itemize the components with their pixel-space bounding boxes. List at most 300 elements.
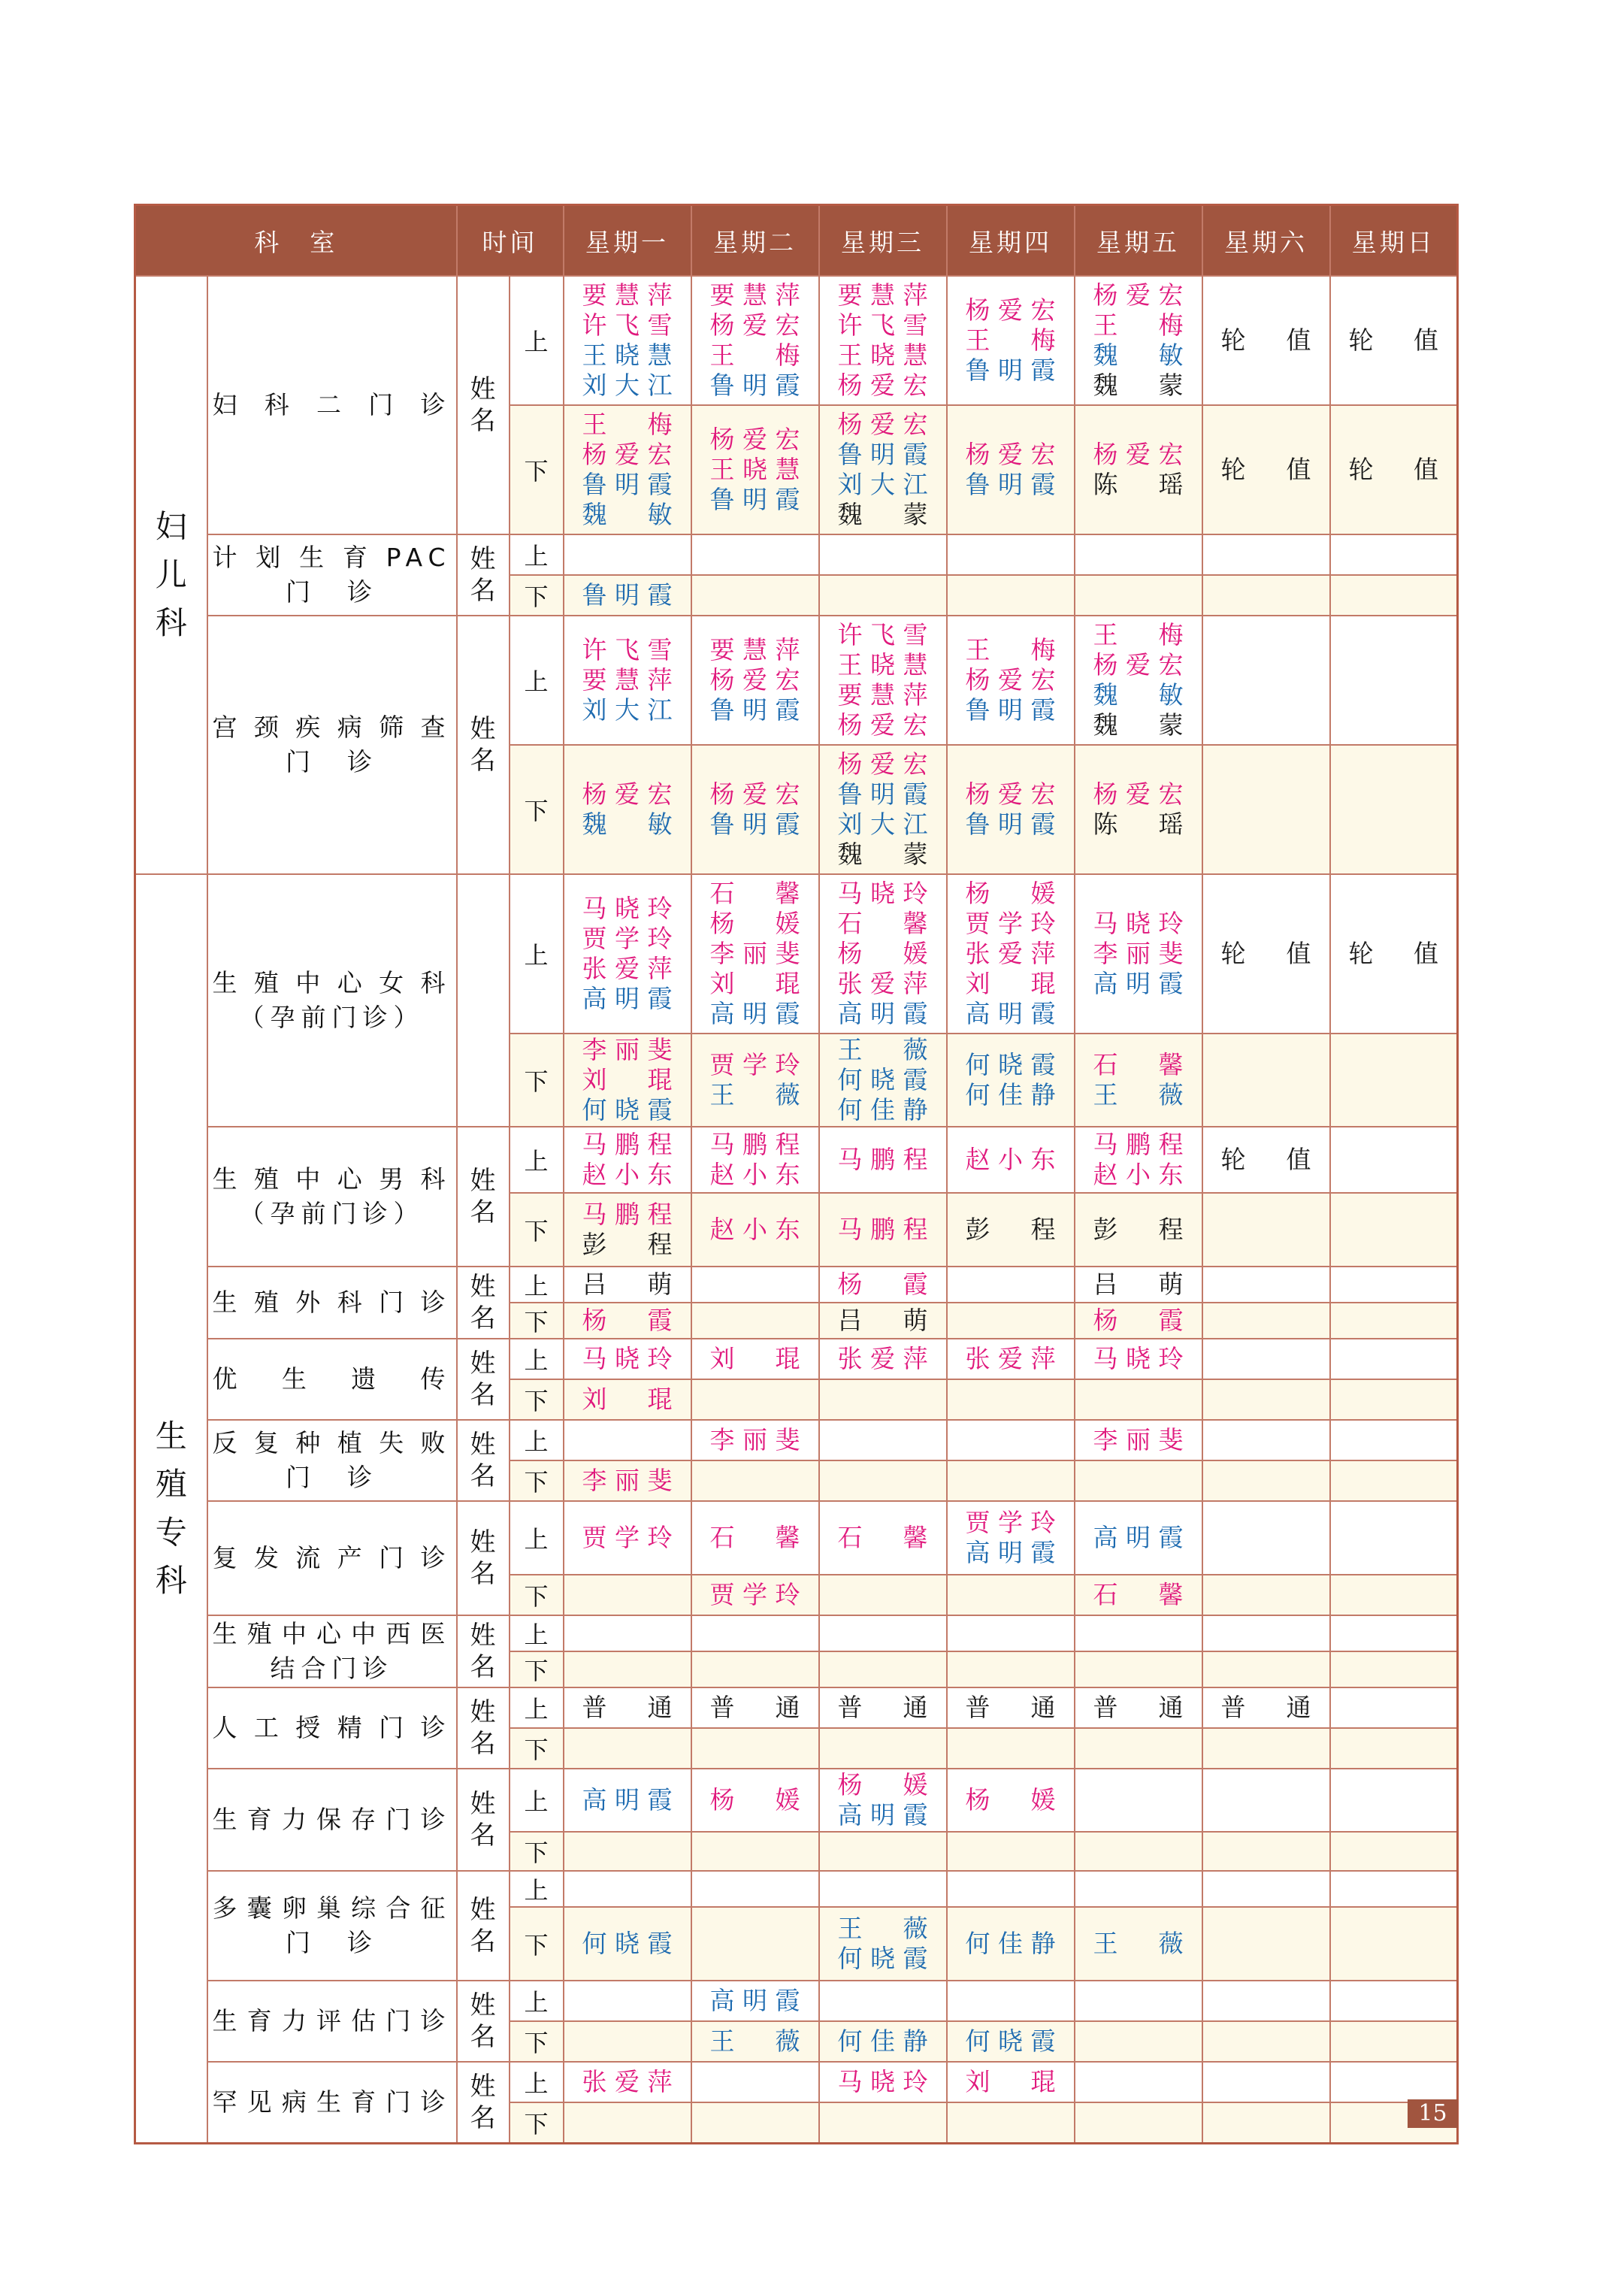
schedule-row [135,874,1458,1034]
header-day-fri: 星期五 [1075,205,1202,277]
doctor-name: 杨爱宏 [837,410,928,439]
pm-label: 下 [510,1193,564,1267]
schedule-cell [564,2021,691,2062]
schedule-cell [1330,1687,1458,1728]
schedule-cell [691,1769,819,1832]
doctor-name: 普 通 [709,1693,800,1722]
doctor-name: 马鹏程 [837,1145,928,1174]
schedule-cell [691,2021,819,2062]
schedule-cell [947,1034,1075,1127]
schedule-cell [1075,1501,1202,1575]
dept-name-line: 生殖中心女科 [212,968,452,997]
doctor-name: 鲁明霞 [837,779,928,809]
am-label: 上 [510,1267,564,1303]
schedule-cell [691,2062,819,2102]
dept-name [207,2062,457,2143]
doctor-name: 陈 瑶 [1093,470,1184,499]
schedule-cell [691,1575,819,1615]
schedule-cell [1202,405,1330,534]
schedule-cell [819,1127,947,1193]
schedule-cell [1330,1127,1458,1193]
schedule-cell [819,1907,947,1981]
schedule-cell [1330,1420,1458,1460]
doctor-name: 王 梅 [1093,620,1184,649]
doctor-name: 马晓玲 [582,1344,673,1373]
schedule-row [135,1339,1458,1379]
schedule-cell [564,1907,691,1981]
doctor-name: 王 梅 [582,410,673,439]
schedule-cell [1075,2021,1202,2062]
header-day-thu: 星期四 [947,205,1075,277]
dept-name-line: （孕前门诊） [239,1199,425,1228]
name-label [457,1127,510,1267]
schedule-cell [1202,1728,1330,1769]
doctor-name: 杨 霞 [582,1306,673,1335]
doctor-name: 李丽斐 [582,1466,673,1495]
schedule-cell [1202,1832,1330,1871]
doctor-name: 马鹏程 [1093,1130,1184,1159]
schedule-cell [1202,616,1330,745]
doctor-name: 李丽斐 [1093,1425,1184,1454]
dept-name-line: 门 诊 [286,577,378,607]
rotation-text: 轮 值 [1348,939,1438,968]
doctor-name: 魏 敏 [582,500,673,529]
doctor-name: 何晓霞 [837,1944,928,1973]
am-label: 上 [510,1127,564,1193]
doctor-name: 杨爱宏 [1093,650,1184,679]
dept-name-line: 生殖外科门诊 [212,1288,452,1317]
doctor-name: 要慧萍 [709,280,800,310]
doctor-name: 普 通 [1093,1693,1184,1722]
header-day-tue: 星期二 [691,205,819,277]
dept-name-line: 罕见病生育门诊 [212,2087,452,2117]
rotation-text: 普 通 [1220,1693,1311,1722]
am-label: 上 [510,2062,564,2102]
schedule-cell [1202,1981,1330,2021]
schedule-cell [1202,1615,1330,1651]
am-label: 上 [510,1871,564,1907]
schedule-cell [947,2062,1075,2102]
schedule-cell [1075,1615,1202,1651]
schedule-cell [1330,616,1458,745]
name-label [457,1420,510,1501]
doctor-name: 马鹏程 [709,1130,800,1159]
schedule-cell [819,745,947,874]
doctor-name: 陈 瑶 [1093,810,1184,839]
schedule-cell [564,2102,691,2143]
schedule-cell [564,2062,691,2102]
schedule-cell [1075,534,1202,575]
doctor-name: 彭 程 [965,1215,1056,1244]
doctor-name: 杨爱宏 [709,779,800,809]
doctor-name: 魏 蒙 [837,840,928,869]
doctor-name: 李丽斐 [1093,939,1184,968]
dept-name-line: 生殖中心中西医 [212,1619,452,1648]
dept-name [207,1420,457,1501]
schedule-row [135,616,1458,745]
schedule-table [134,204,1459,2144]
schedule-row [135,1981,1458,2021]
schedule-cell [1330,1267,1458,1303]
schedule-cell [947,1193,1075,1267]
dept-name [207,1339,457,1420]
schedule-cell [947,1501,1075,1575]
doctor-name: 魏 蒙 [1093,371,1184,400]
schedule-cell [564,1379,691,1420]
name-label-char: 姓 [470,1621,496,1651]
name-label [457,534,510,616]
schedule-cell [1202,1339,1330,1379]
pm-label: 下 [510,1379,564,1420]
schedule-cell [1330,1501,1458,1575]
schedule-cell [819,1379,947,1420]
am-label: 上 [510,534,564,575]
schedule-cell [819,1034,947,1127]
pm-label: 下 [510,1651,564,1687]
schedule-cell [1075,1339,1202,1379]
schedule-cell [947,616,1075,745]
doctor-name: 杨爱宏 [837,710,928,740]
name-label-char: 名 [470,1303,496,1333]
schedule-cell [1330,534,1458,575]
doctor-name: 杨爱宏 [709,665,800,695]
dept-name [207,1687,457,1769]
doctor-name: 张爱萍 [965,1344,1056,1373]
schedule-cell [1330,1034,1458,1127]
schedule-cell [1202,276,1330,405]
rotation-text: 轮 值 [1348,455,1438,484]
schedule-cell [947,1832,1075,1871]
name-label-char: 姓 [470,374,496,404]
schedule-cell [1330,1615,1458,1651]
doctor-name: 魏 敏 [1093,680,1184,710]
name-label [457,616,510,874]
doctor-name: 鲁明霞 [582,580,673,610]
schedule-row [135,1687,1458,1728]
dept-name-line: 生殖中心男科 [212,1164,452,1194]
doctor-name: 魏 蒙 [837,500,928,529]
schedule-cell [1075,2102,1202,2143]
name-label-char: 名 [470,406,496,436]
doctor-name: 许飞雪 [582,310,673,340]
doctor-name: 鲁明霞 [582,470,673,499]
schedule-cell [691,405,819,534]
name-label-char: 名 [470,2022,496,2052]
pm-label: 下 [510,1460,564,1501]
schedule-cell [947,276,1075,405]
doctor-name: 李丽斐 [709,1425,800,1454]
dept-name-line: 结合门诊 [270,1654,394,1683]
schedule-cell [1075,1127,1202,1193]
schedule-cell [819,2102,947,2143]
schedule-cell [947,2102,1075,2143]
name-label [457,2062,510,2143]
schedule-cell [1202,1501,1330,1575]
doctor-name: 杨 霞 [837,1270,928,1299]
schedule-cell [1202,1420,1330,1460]
dept-name [207,616,457,874]
schedule-cell [1330,405,1458,534]
name-label-char: 姓 [470,714,496,744]
schedule-cell [947,1339,1075,1379]
schedule-cell [691,745,819,874]
am-label: 上 [510,1615,564,1651]
schedule-cell [564,1981,691,2021]
dept-name-line: 宫颈疾病筛查 [212,713,452,742]
schedule-cell [819,1501,947,1575]
am-label: 上 [510,616,564,745]
doctor-name: 普 通 [965,1693,1056,1722]
schedule-cell [564,874,691,1034]
am-label: 上 [510,1769,564,1832]
schedule-cell [691,1339,819,1379]
doctor-name: 何晓霞 [837,1065,928,1094]
doctor-name: 鲁明霞 [965,810,1056,839]
section-label [135,874,207,2143]
name-label-char: 姓 [470,1430,496,1460]
doctor-name: 高明霞 [1093,969,1184,998]
doctor-name: 许飞雪 [837,620,928,649]
doctor-name: 王 薇 [837,1035,928,1064]
schedule-cell [819,1651,947,1687]
schedule-cell [819,874,947,1034]
name-label-char: 名 [470,746,496,776]
doctor-name: 王 梅 [1093,310,1184,340]
schedule-cell [691,1615,819,1651]
schedule-cell [947,1615,1075,1651]
doctor-name: 张爱萍 [582,2067,673,2096]
header-day-mon: 星期一 [564,205,691,277]
schedule-cell [1075,1981,1202,2021]
doctor-name: 杨爱宏 [582,440,673,469]
schedule-row [135,2062,1458,2102]
schedule-row [135,1127,1458,1193]
schedule-cell [564,575,691,616]
doctor-name: 王 梅 [709,340,800,370]
doctor-name: 要慧萍 [837,680,928,710]
doctor-name: 鲁明霞 [965,356,1056,385]
schedule-cell [819,1981,947,2021]
doctor-name: 高明霞 [965,999,1056,1028]
doctor-name: 刘 琨 [965,2067,1056,2096]
schedule-cell [947,405,1075,534]
doctor-name: 魏 蒙 [1093,710,1184,740]
doctor-name: 何佳静 [837,2026,928,2056]
schedule-cell [819,1420,947,1460]
schedule-cell [691,1379,819,1420]
doctor-name: 马晓玲 [1093,1344,1184,1373]
am-label: 上 [510,1687,564,1728]
doctor-name: 王 薇 [1093,1080,1184,1109]
schedule-cell [691,1728,819,1769]
doctor-name: 张爱萍 [582,954,673,983]
section-char: 生 [155,1417,187,1454]
schedule-cell [1330,1728,1458,1769]
schedule-cell [691,276,819,405]
name-label-char: 名 [470,1821,496,1851]
name-label-char: 名 [470,1926,496,1957]
name-label [457,1981,510,2062]
schedule-cell [1075,1687,1202,1728]
schedule-cell [819,616,947,745]
doctor-name: 鲁明霞 [709,485,800,514]
schedule-cell [1075,745,1202,874]
schedule-cell [1075,405,1202,534]
schedule-cell [1075,874,1202,1034]
name-label-char: 名 [470,1729,496,1759]
schedule-row [135,1769,1458,1832]
schedule-row [135,1267,1458,1303]
am-label: 上 [510,1981,564,2021]
rotation-text: 轮 值 [1348,325,1438,355]
schedule-cell [564,1651,691,1687]
section-char: 科 [155,604,187,641]
doctor-name: 鲁明霞 [965,695,1056,725]
schedule-row [135,276,1458,405]
doctor-name: 马晓玲 [582,894,673,923]
schedule-cell [819,575,947,616]
doctor-name: 刘 琨 [709,969,800,998]
schedule-cell [564,1193,691,1267]
doctor-name: 马鹏程 [582,1200,673,1229]
schedule-cell [1330,1379,1458,1420]
schedule-cell [1075,1769,1202,1832]
schedule-cell [819,2062,947,2102]
schedule-cell [1075,1379,1202,1420]
doctor-name: 赵小东 [965,1145,1056,1174]
dept-name-line: 反复种植失败 [212,1428,452,1457]
doctor-name: 杨爱宏 [709,425,800,454]
doctor-name: 王晓慧 [709,455,800,484]
schedule-cell [564,1687,691,1728]
schedule-cell [947,1420,1075,1460]
am-label: 上 [510,874,564,1034]
header-day-sun: 星期日 [1330,205,1458,277]
dept-name [207,1871,457,1981]
schedule-cell [1075,1034,1202,1127]
am-label: 上 [510,1420,564,1460]
schedule-cell [947,534,1075,575]
doctor-name: 杨 霞 [1093,1306,1184,1335]
doctor-name: 李丽斐 [582,1035,673,1064]
doctor-name: 贾学玲 [709,1050,800,1079]
doctor-name: 刘大江 [837,470,928,499]
header-dept: 科 室 [135,205,457,277]
doctor-name: 石 馨 [837,909,928,938]
dept-name-line: 门 诊 [286,747,378,776]
schedule-cell [819,276,947,405]
doctor-name: 魏 敏 [1093,340,1184,370]
schedule-cell [691,874,819,1034]
doctor-name: 杨爱宏 [965,440,1056,469]
schedule-cell [947,1728,1075,1769]
name-label-char: 名 [470,576,496,606]
schedule-cell [1330,745,1458,874]
doctor-name: 石 馨 [1093,1050,1184,1079]
doctor-name: 杨爱宏 [837,371,928,400]
doctor-name: 王 薇 [709,2026,800,2056]
doctor-name: 何晓霞 [582,1929,673,1958]
doctor-name: 刘 琨 [965,969,1056,998]
schedule-cell [1330,1339,1458,1379]
doctor-name: 杨 媛 [709,909,800,938]
pm-label: 下 [510,1907,564,1981]
dept-name-line: 门 诊 [286,1463,378,1492]
schedule-cell [1202,874,1330,1034]
dept-name-line: 复发流产门诊 [212,1543,452,1572]
doctor-name: 刘大江 [837,810,928,839]
dept-name [207,1769,457,1871]
schedule-cell [564,1127,691,1193]
schedule-cell [1330,2021,1458,2062]
schedule-cell [1075,1420,1202,1460]
schedule-cell [1075,1460,1202,1501]
doctor-name: 彭 程 [1093,1215,1184,1244]
schedule-row [135,534,1458,575]
schedule-cell [691,1034,819,1127]
schedule-cell [1330,1651,1458,1687]
doctor-name: 吕 萌 [1093,1270,1184,1299]
name-label [457,1339,510,1420]
doctor-name: 杨 媛 [837,939,928,968]
schedule-cell [1202,1379,1330,1420]
doctor-name: 何晓霞 [582,1095,673,1124]
schedule-cell [819,1769,947,1832]
schedule-cell [1202,534,1330,575]
schedule-cell [947,874,1075,1034]
name-label [457,874,510,1127]
doctor-name: 杨 媛 [965,879,1056,908]
schedule-cell [564,1728,691,1769]
pm-label: 下 [510,1034,564,1127]
schedule-cell [1202,1127,1330,1193]
schedule-cell [691,1981,819,2021]
section-label [135,276,207,874]
doctor-name: 要慧萍 [582,280,673,310]
schedule-cell [819,1193,947,1267]
schedule-cell [1330,1193,1458,1267]
doctor-name: 赵小东 [709,1160,800,1189]
doctor-name: 王 薇 [709,1080,800,1109]
schedule-cell [819,534,947,575]
schedule-cell [1075,1832,1202,1871]
schedule-cell [564,1501,691,1575]
schedule-cell [1330,2062,1458,2102]
section-char: 科 [155,1561,187,1599]
schedule-cell [947,1127,1075,1193]
schedule-cell [564,405,691,534]
doctor-name: 马晓玲 [837,879,928,908]
schedule-cell [1202,2062,1330,2102]
section-char: 殖 [155,1465,187,1503]
schedule-cell [564,1420,691,1460]
schedule-cell [564,1575,691,1615]
name-label [457,1871,510,1981]
doctor-name: 高明霞 [837,1800,928,1830]
schedule-cell [947,1687,1075,1728]
schedule-cell [947,575,1075,616]
schedule-cell [1075,276,1202,405]
doctor-name: 赵小东 [709,1215,800,1244]
schedule-cell [1075,1267,1202,1303]
schedule-cell [1202,575,1330,616]
name-label [457,1267,510,1339]
section-char: 专 [155,1513,187,1551]
schedule-cell [691,1832,819,1871]
schedule-cell [819,405,947,534]
doctor-name: 杨爱宏 [582,779,673,809]
doctor-name: 鲁明霞 [709,371,800,400]
